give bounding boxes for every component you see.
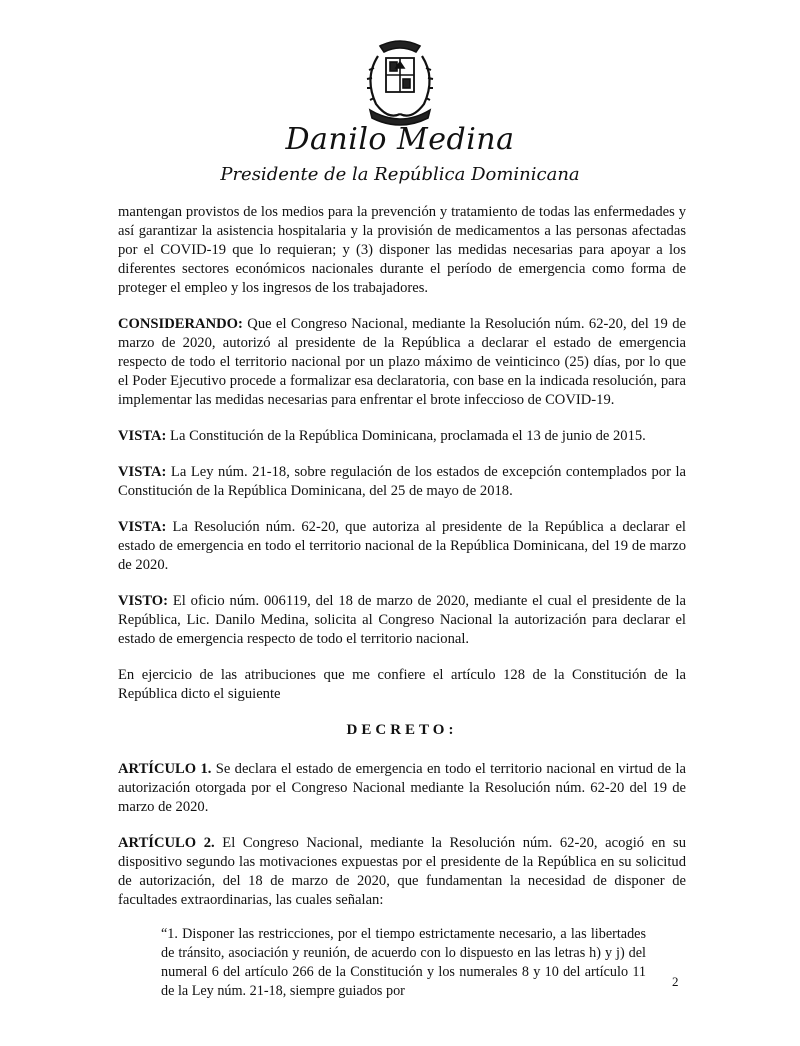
paragraph-label: VISTO:: [118, 593, 169, 609]
paragraph-intro: [118, 203, 686, 298]
paragraph-vista-ley: [118, 463, 686, 501]
paragraph-ejercicio: [118, 666, 686, 704]
coat-of-arms-seal: [356, 38, 444, 130]
paragraph-label: VISTA:: [118, 464, 167, 480]
article-text: Se declara el estado de emergencia en todo el territorio nacional en virtud de la autorización otorgada por el Congreso Nacional mediante la Resolución núm. 62-20 del 19 de marzo de 2020.: [118, 761, 686, 815]
paragraph-text: La Ley núm. 21-18, sobre regulación de los estados de excepción contemplados por la Constitución de la República Dominicana, del 25 de mayo de 2018.: [118, 464, 686, 499]
paragraph-text: mantengan provistos de los medios para la prevención y tratamiento de todas las enfermedades y así garantizar la asistencia hospitalaria y la provisión de medicamentos a las personas afectadas por el COVID-19 que lo requieran; y (3) disponer las medidas necesarias para apoyar a los diferentes sectores económicos nacionales durante el período de emergencia como forma de proteger el empleo y los ingresos de los trabajadores.: [118, 204, 686, 296]
paragraph-text: La Resolución núm. 62-20, que autoriza al presidente de la República a declarar el estado de emergencia en todo el territorio nacional de la República Dominicana, del 19 de marzo de 2020.: [118, 519, 686, 573]
paragraph-vista-resolucion: [118, 518, 686, 575]
decreto-heading: DECRETO:: [346, 722, 458, 738]
paragraph-label: VISTA:: [118, 428, 167, 444]
page-number: 2: [672, 974, 679, 989]
paragraph-visto-oficio: [118, 592, 686, 649]
quoted-item-1: “1. Disponer las restricciones, por el tiempo estrictamente necesario, a las libertades de tránsito, asociación y reunión, de acuerdo con lo dispuesto en las letras h) y j) del numeral 6 del artículo 266 de la Constitución y los numerales 8 y 10 del artículo 11 de la Ley núm. 21-18, siempre guiados por: [161, 926, 646, 999]
article-label: ARTÍCULO 1.: [118, 761, 212, 777]
document-body: [118, 203, 686, 1001]
article-label: ARTÍCULO 2.: [118, 835, 215, 851]
paragraph-considerando: [118, 315, 686, 410]
article-text: El Congreso Nacional, mediante la Resolución núm. 62-20, acogió en su dispositivo segundo las motivaciones expuestas por el presidente de la República en su solicitud de autorización, del 18 de marzo de 2020, que fundamentan la necesidad de disponer de facultades extraordinarias, las cuales señalan:: [118, 835, 686, 908]
paragraph-text: El oficio núm. 006119, del 18 de marzo de 2020, mediante el cual el presidente de la República, Lic. Danilo Medina, solicita al Congreso Nacional la autorización para declarar el estado de emergencia respecto de todo el territorio nacional.: [118, 593, 686, 647]
paragraph-text: Que el Congreso Nacional, mediante la Resolución núm. 62-20, del 19 de marzo de 2020, autorizó al presidente de la República a declarar el estado de emergencia respecto de todo el territorio nacional por un plazo máximo de veinticinco (25) días, por lo que el Poder Ejecutivo procede a formalizar esa declaratoria, con base en la indicada resolución, para implementar las medidas necesarias para enfrentar el brote infeccioso de COVID-19.: [118, 316, 686, 408]
signature-name: Danilo Medina: [285, 122, 515, 157]
paragraph-vista-constitucion: [118, 427, 686, 446]
paragraph-label: CONSIDERANDO:: [118, 316, 243, 332]
article-2: [118, 834, 686, 910]
paragraph-text: En ejercicio de las atribuciones que me confiere el artículo 128 de la Constitución de la República dicto el siguiente: [118, 667, 686, 702]
article-1: [118, 760, 686, 817]
signature-title: Presidente de la República Dominicana: [220, 164, 580, 185]
paragraph-text: La Constitución de la República Dominicana, proclamada el 13 de junio de 2015.: [166, 428, 646, 444]
paragraph-label: VISTA:: [118, 519, 167, 535]
